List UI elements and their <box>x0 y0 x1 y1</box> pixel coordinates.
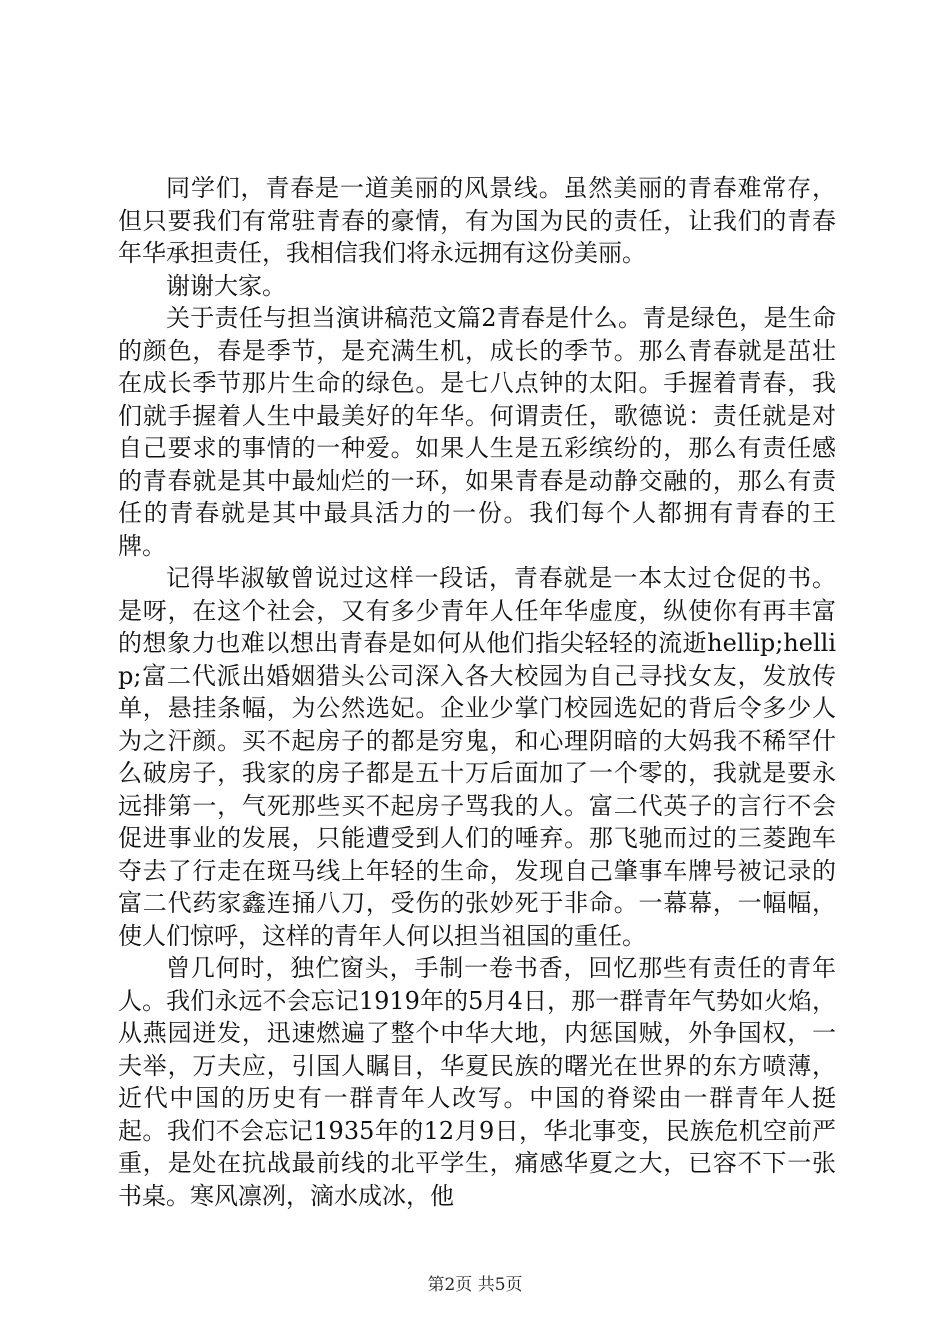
paragraph-1: 同学们，青春是一道美丽的风景线。虽然美丽的青春难常存，但只要我们有常驻青春的豪情，有为国为民的责任，让我们的青春年华承担责任，我相信我们将永远拥有这份美丽。 <box>118 174 836 267</box>
paragraph-4: 记得毕淑敏曾说过这样一段话，青春就是一本太过仓促的书。是呀，在这个社会，又有多少青年人任年华虚度，纵使你有再丰富的想象力也难以想出青春是如何从他们指尖轻轻的流逝hellip;hellip;富二代派出婚姻猎头公司深入各大校园为自己寻找女友，发放传单，悬挂条幅，为公然选妃。企业少掌门校园选妃的背后令多少人为之汗颜。买不起房子的都是穷鬼，和心理阴暗的大妈我不稀罕什么破房子，我家的房子都是五十万后面加了一个零的，我就是要永远排第一，气死那些买不起房子骂我的人。富二代英子的言行不会促进事业的发展，只能遭受到人们的唾弃。那飞驰而过的三菱跑车夺去了行走在斑马线上年轻的生命，发现自己肇事车牌号被记录的富二代药家鑫连捅八刀，受伤的张妙死于非命。一幕幕，一幅幅，使人们惊呼，这样的青年人何以担当祖国的重任。 <box>118 564 836 950</box>
page-number-footer: 第2页 共5页 <box>427 1275 523 1295</box>
paragraph-3: 关于责任与担当演讲稿范文篇2青春是什么。青是绿色，是生命的颜色，春是季节，是充满生机，成长的季节。那么青春就是茁壮在成长季节那片生命的绿色。是七八点钟的太阳。手握着青春，我们就手握着人生中最美好的年华。何谓责任，歌德说：责任就是对自己要求的事情的一种爱。如果人生是五彩缤纷的，那么有责任感的青春就是其中最灿烂的一环，如果青春是动静交融的，那么有责任的青春就是其中最具活力的一份。我们每个人都拥有青春的王牌。 <box>118 304 836 560</box>
document-body <box>118 172 836 1212</box>
paragraph-2: 谢谢大家。 <box>166 271 286 300</box>
paragraph-5: 曾几何时，独伫窗头，手制一卷书香，回忆那些有责任的青年人。我们永远不会忘记1919年的5月4日，那一群青年气势如火焰，从燕园迸发，迅速燃遍了整个中华大地，内惩国贼，外争国权，一夫举，万夫应，引国人瞩目，华夏民族的曙光在世界的东方喷薄，近代中国的历史有一群青年人改写。中国的脊梁由一群青年人挺起。我们不会忘记1935年的12月9日，华北事变，民族危机空前严重，是处在抗战最前线的北平学生，痛感华夏之大，已容不下一张书桌。寒风凛冽，滴水成冰，他 <box>118 954 836 1210</box>
